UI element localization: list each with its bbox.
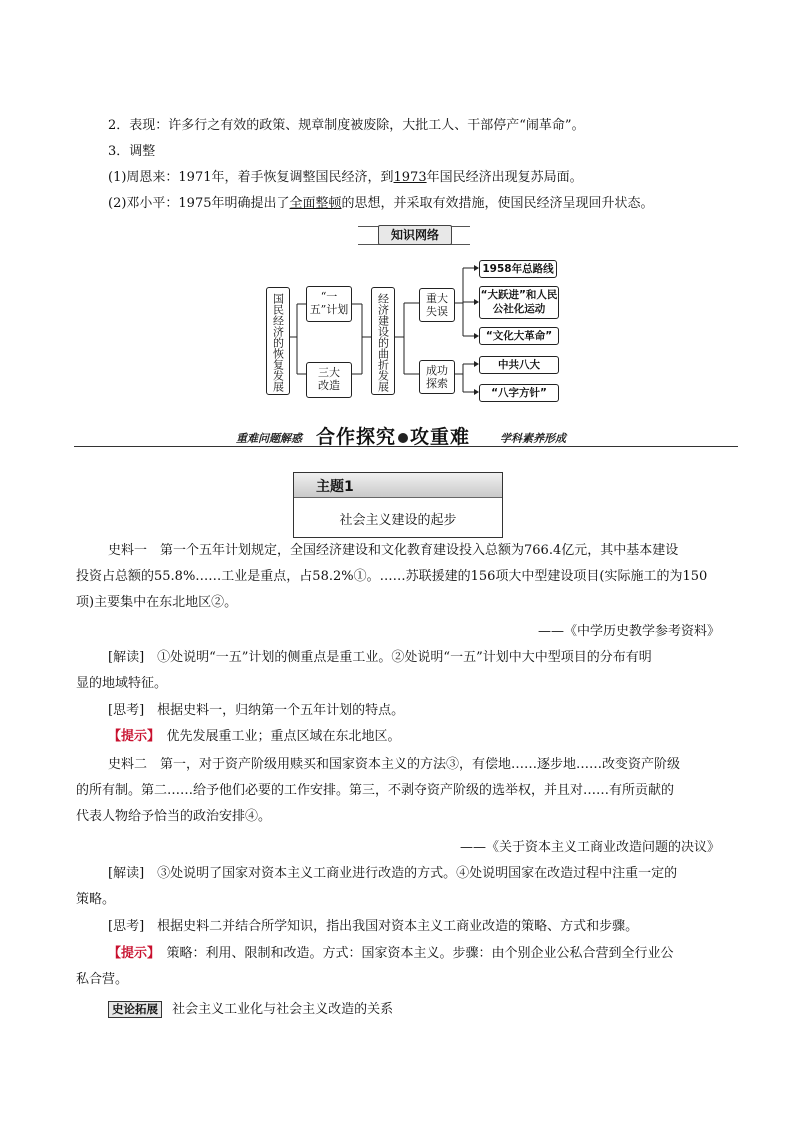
text-span: (1)周恩来：1971年，着手恢复调整国民经济，到 [108, 170, 394, 185]
text-line [108, 727, 401, 747]
text-line: 3．调整 [108, 144, 156, 159]
text-line: 史料一 第一个五年计划规定，全国经济建设和文化教育建设投入总额为766.4亿元，其中基本建设 [108, 543, 679, 558]
diagram-mid-node [371, 287, 395, 395]
diagram-item: “八字方针” [479, 384, 559, 402]
diagram-mistake-node [419, 288, 455, 322]
text-span: 优先发展重工业；重点区域在东北地区。 [153, 729, 401, 744]
section-title-part: 攻重难 [410, 426, 471, 448]
text-line: [解读] ①处说明“一五”计划的侧重点是重工业。②处说明“一五”计划中大中型项目的分布有明 [108, 650, 652, 665]
diagram-reform-node [306, 362, 352, 398]
theme-title: 社会主义建设的起步 [339, 513, 457, 528]
text-line: 私合营。 [76, 972, 129, 987]
section-title-part: 合作探究 [316, 426, 397, 448]
text-line [108, 944, 674, 964]
hint-tag: 【提示】 [108, 729, 154, 744]
diagram-explore-label: 成功探索 [426, 364, 448, 390]
text-line: 的所有制。第二……给予他们必要的工作安排。第三，不剥夺资产阶级的选举权，并且对……有所贡献的 [76, 783, 675, 798]
diagram-plan-label: “一五”计划 [309, 290, 349, 316]
text-span: (2)邓小平：1975年明确提出了 [108, 196, 290, 211]
diagram-item: 1958年总路线 [479, 260, 557, 278]
section-right-label: 学科素养形成 [500, 432, 566, 445]
text-line: 投资占总额的55.8%……工业是重点，占58.2%①。……苏联援建的156项大中型建设项目(实际施工的为150 [76, 569, 708, 584]
diagram-reform-label: 三大改造 [318, 366, 340, 392]
text-line: 代表人物给予恰当的政治安排④。 [76, 809, 272, 824]
knowledge-network-title: 知识网络 [378, 225, 452, 245]
text-line: 2．表现：许多行之有效的政策、规章制度被废除，大批工人、干部停产“闹革命”。 [108, 118, 585, 133]
underlined-term: 全面整顿 [289, 196, 342, 211]
source-citation: ——《关于资本主义工商业改造问题的决议》 [459, 840, 720, 855]
diagram-mid-label: 经济建设的曲折发展 [376, 292, 390, 392]
diagram-root-label: 国民经济的恢复发展 [271, 292, 285, 392]
diagram-plan-node [306, 286, 352, 322]
source-citation: ——《中学历史教学参考资料》 [537, 624, 720, 639]
underlined-year: 1973 [393, 170, 427, 185]
diagram-item: 中共八大 [479, 356, 559, 374]
section-dot-icon [398, 433, 408, 443]
hint-tag: 【提示】 [108, 946, 154, 961]
text-line: 史料二 第一，对于资产阶级用赎买和国家资本主义的方法③，有偿地……逐步地……改变资产阶级 [108, 757, 681, 772]
network-connectors [0, 0, 794, 420]
text-span: 的思想，并采取有效措施，使国民经济呈现回升状态。 [341, 196, 654, 211]
diagram-mistake-label: 重大失误 [426, 292, 448, 318]
text-line: [解读] ③处说明了国家对资本主义工商业进行改造的方式。④处说明国家在改造过程中注重一定的 [108, 866, 678, 881]
text-line: [思考] 根据史料一，归纳第一个五年计划的特点。 [108, 703, 405, 718]
diagram-item: “文化大革命” [479, 327, 559, 345]
text-line [108, 1000, 393, 1020]
section-left-label: 重难问题解惑 [236, 432, 302, 445]
diagram-item: “大跃进”和人民公社化运动 [479, 286, 559, 319]
text-span: 策略：利用、限制和改造。方式：国家资本主义。步骤：由个别企业公私合营到全行业公 [153, 946, 674, 961]
extension-tag: 史论拓展 [108, 1001, 162, 1018]
text-line: [思考] 根据史料二并结合所学知识，指出我国对资本主义工商业改造的策略、方式和步骤。 [108, 919, 639, 934]
text-line: 显的地域特征。 [76, 676, 168, 691]
text-line: 项)主要集中在东北地区②。 [76, 595, 238, 610]
theme-header [294, 473, 502, 498]
theme-label: 主题1 [316, 479, 354, 495]
text-span: 年国民经济出现复苏局面。 [426, 170, 583, 185]
text-line: 策略。 [76, 892, 116, 907]
extension-title: 社会主义工业化与社会主义改造的关系 [172, 1002, 394, 1017]
section-title [316, 422, 470, 449]
diagram-explore-node [419, 360, 455, 394]
theme-box [293, 472, 503, 538]
diagram-root-node [266, 287, 290, 395]
